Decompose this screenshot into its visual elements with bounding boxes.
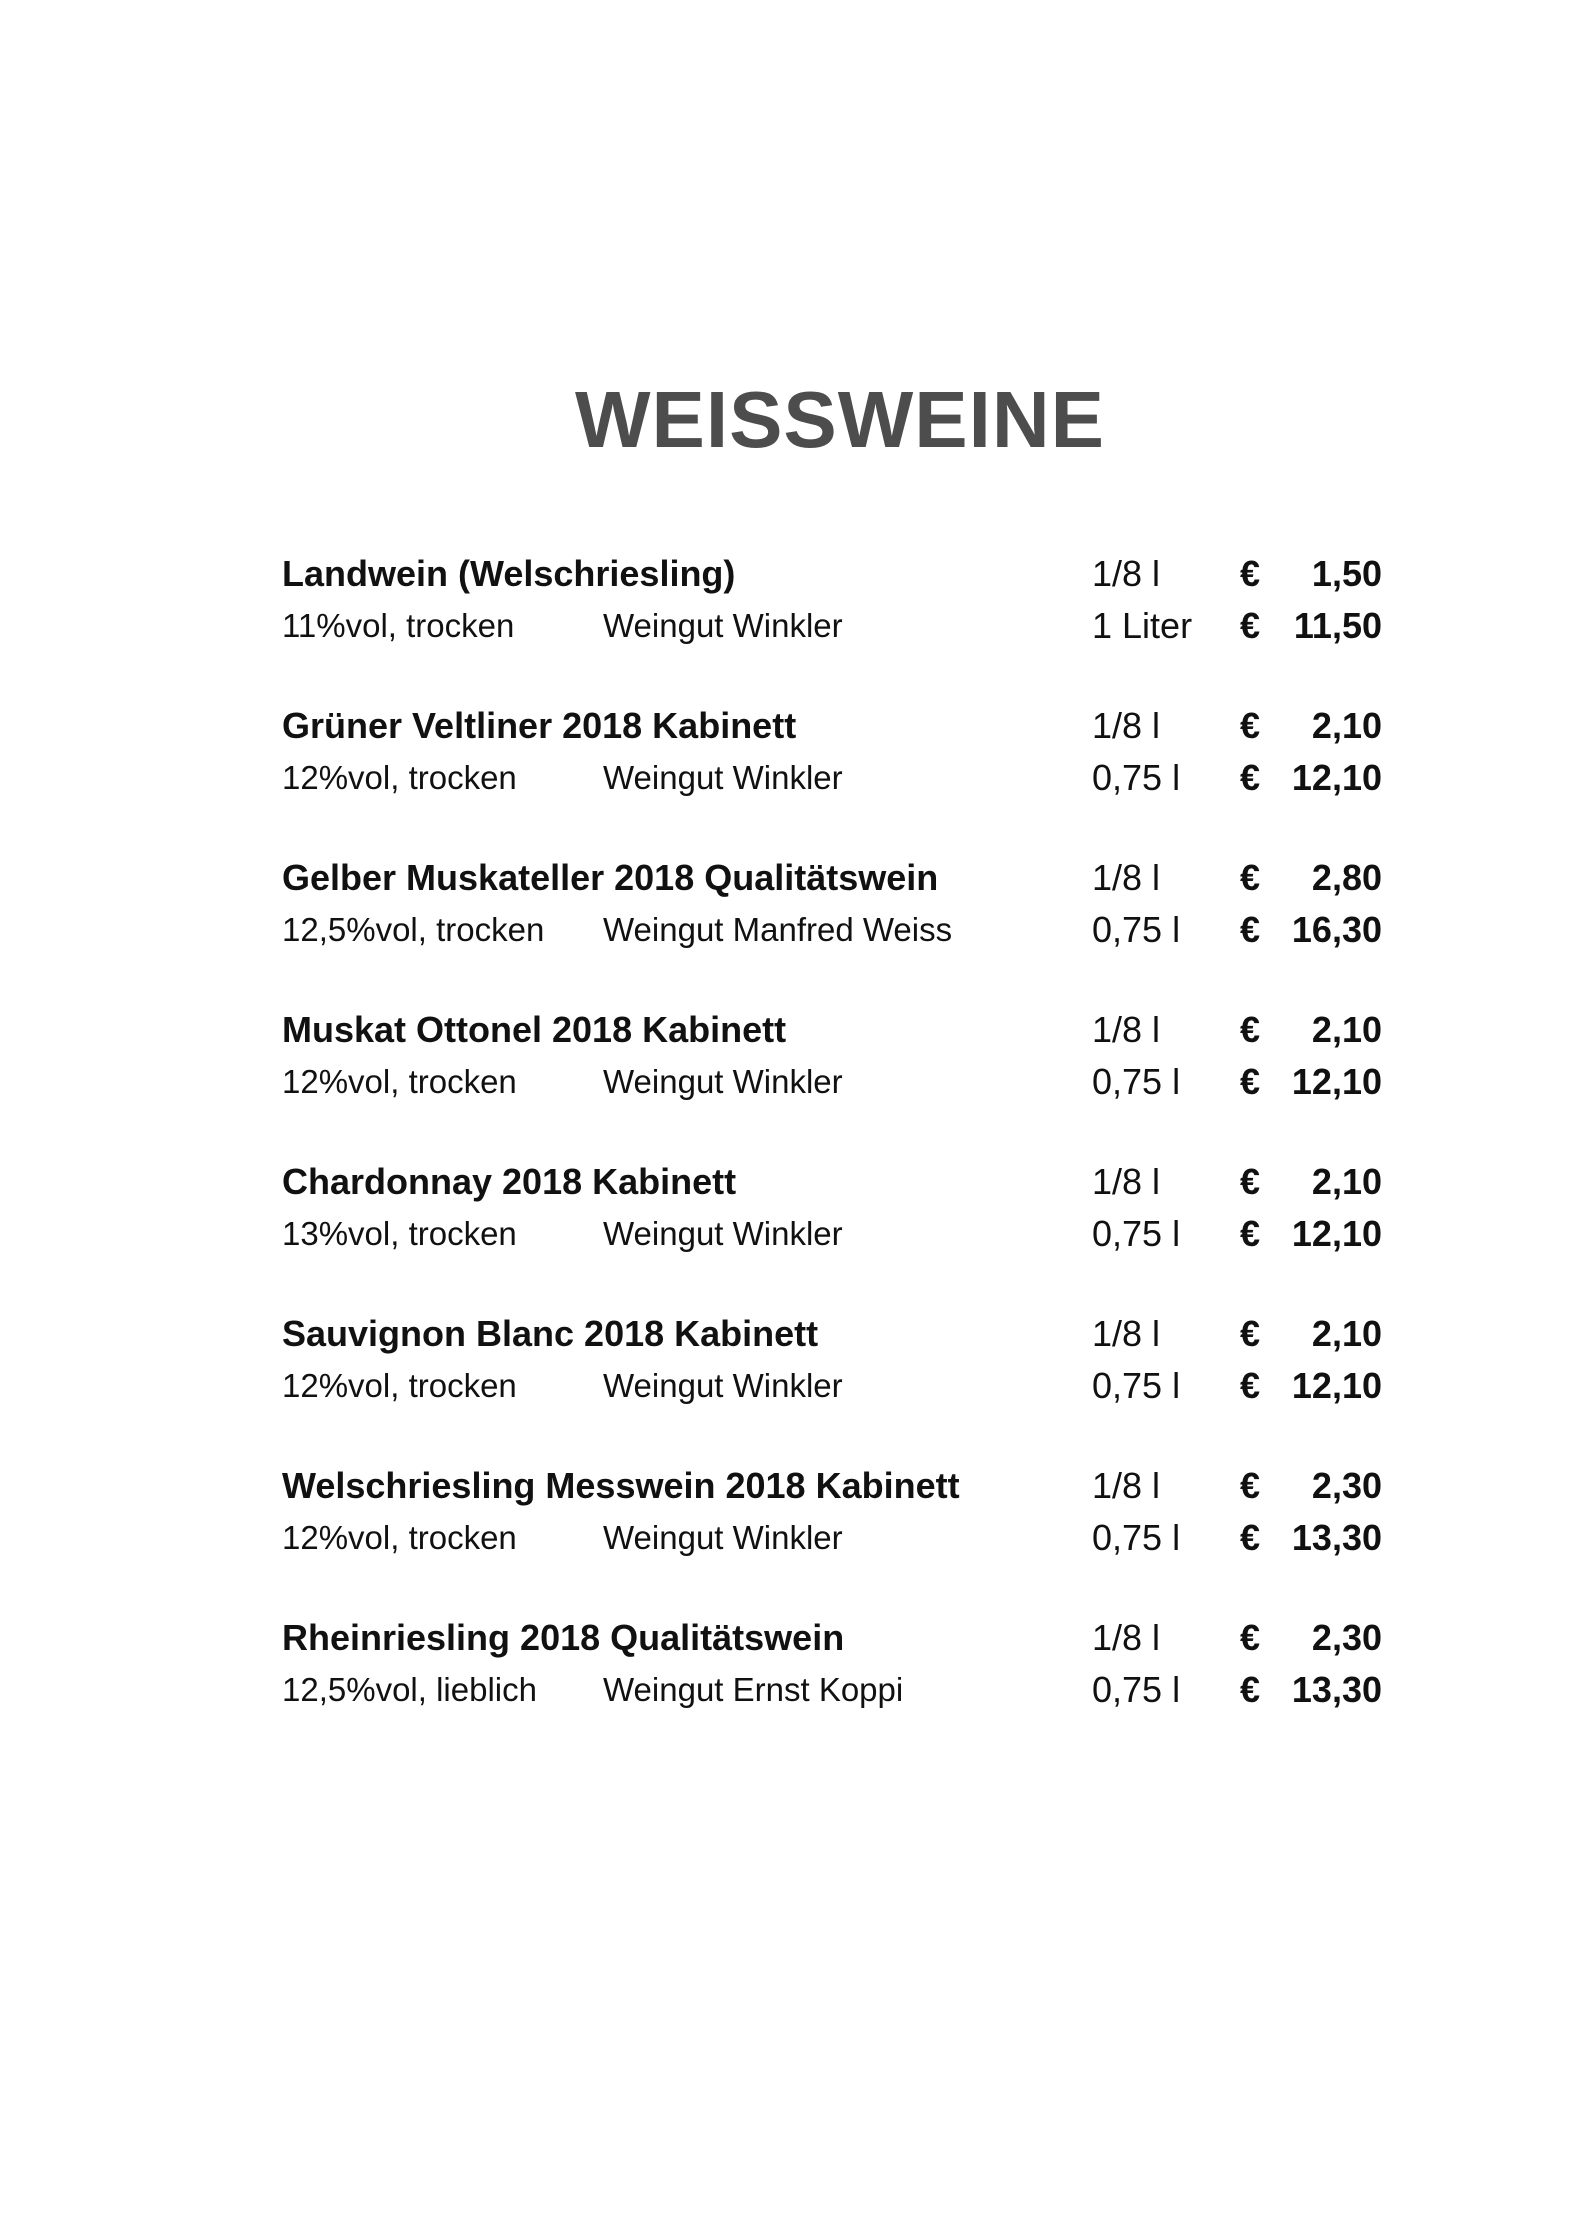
bottle-price: 12,10 [1291,757,1382,798]
currency-symbol: € [1240,1517,1261,1558]
wine-bottle-row [282,1512,1382,1564]
wine-specs: 12,5%vol, trocken [282,911,545,948]
glass-price: 2,30 [1311,1617,1382,1658]
page-title: WEISSWEINE [574,374,1106,464]
wine-bottle-row [282,752,1382,804]
currency-symbol: € [1240,757,1261,798]
wine-name: Rheinriesling 2018 Qualitätswein [282,1617,845,1658]
currency-symbol: € [1240,1161,1261,1202]
glass-price: 2,10 [1311,1161,1382,1202]
wine-bottle-row [282,904,1382,956]
wine-bottle-row [282,1208,1382,1260]
wine-producer: Weingut Winkler [603,1063,843,1100]
wine-producer: Weingut Manfred Weiss [603,911,953,948]
wine-specs: 13%vol, trocken [282,1215,517,1252]
bottle-size: 0,75 l [1092,909,1181,950]
wine-glass-row [282,1308,1382,1360]
bottle-size: 1 Liter [1092,605,1193,646]
currency-symbol: € [1240,909,1261,950]
bottle-size: 0,75 l [1092,757,1181,798]
glass-size: 1/8 l [1092,1617,1161,1658]
currency-symbol: € [1240,1313,1261,1354]
currency-symbol: € [1240,1669,1261,1710]
glass-size: 1/8 l [1092,1161,1161,1202]
currency-symbol: € [1240,1009,1261,1050]
bottle-price: 12,10 [1291,1365,1382,1406]
wine-producer: Weingut Ernst Koppi [603,1671,904,1708]
currency-symbol: € [1240,605,1261,646]
currency-symbol: € [1240,1617,1261,1658]
wine-producer: Weingut Winkler [603,1367,843,1404]
wine-name: Grüner Veltliner 2018 Kabinett [282,705,797,746]
wine-glass-row [282,852,1382,904]
bottle-size: 0,75 l [1092,1061,1181,1102]
wine-bottle-row [282,1056,1382,1108]
bottle-price: 13,30 [1291,1517,1382,1558]
wine-name: Chardonnay 2018 Kabinett [282,1161,737,1202]
glass-size: 1/8 l [1092,1009,1161,1050]
wine-name: Sauvignon Blanc 2018 Kabinett [282,1313,819,1354]
wine-bottle-row [282,600,1382,652]
currency-symbol: € [1240,1365,1261,1406]
currency-symbol: € [1240,705,1261,746]
glass-size: 1/8 l [1092,1313,1161,1354]
wine-bottle-row [282,1360,1382,1412]
bottle-size: 0,75 l [1092,1517,1181,1558]
glass-price: 1,50 [1311,553,1382,594]
wine-specs: 12%vol, trocken [282,1519,517,1556]
wine-name: Muskat Ottonel 2018 Kabinett [282,1009,787,1050]
glass-size: 1/8 l [1092,705,1161,746]
wine-glass-row [282,548,1382,600]
wine-item [282,700,1382,852]
glass-size: 1/8 l [1092,1465,1161,1506]
wine-name: Gelber Muskateller 2018 Qualitätswein [282,857,939,898]
glass-price: 2,10 [1311,1313,1382,1354]
wine-item [282,1004,1382,1156]
bottle-price: 13,30 [1291,1669,1382,1710]
glass-price: 2,30 [1311,1465,1382,1506]
wine-producer: Weingut Winkler [603,1519,843,1556]
currency-symbol: € [1240,553,1261,594]
bottle-price: 12,10 [1291,1061,1382,1102]
wine-item [282,1156,1382,1308]
wine-producer: Weingut Winkler [603,607,843,644]
currency-symbol: € [1240,1061,1261,1102]
bottle-price: 11,50 [1293,605,1382,646]
bottle-price: 16,30 [1291,909,1382,950]
wine-specs: 12%vol, trocken [282,1367,517,1404]
wine-specs: 12%vol, trocken [282,1063,517,1100]
wine-name: Welschriesling Messwein 2018 Kabinett [282,1465,960,1506]
wine-specs: 12%vol, trocken [282,759,517,796]
wine-item [282,852,1382,1004]
wine-bottle-row [282,1664,1382,1716]
wine-item [282,1612,1382,1764]
glass-price: 2,10 [1311,1009,1382,1050]
glass-price: 2,10 [1311,705,1382,746]
wine-name: Landwein (Welschriesling) [282,553,736,594]
currency-symbol: € [1240,857,1261,898]
wine-glass-row [282,1612,1382,1664]
glass-size: 1/8 l [1092,857,1161,898]
wine-producer: Weingut Winkler [603,759,843,796]
bottle-size: 0,75 l [1092,1365,1181,1406]
wine-specs: 12,5%vol, lieblich [282,1671,537,1708]
wine-list [282,548,1382,1764]
wine-item [282,1308,1382,1460]
wine-glass-row [282,1004,1382,1056]
wine-glass-row [282,1460,1382,1512]
glass-size: 1/8 l [1092,553,1161,594]
wine-specs: 11%vol, trocken [282,607,515,644]
wine-producer: Weingut Winkler [603,1215,843,1252]
currency-symbol: € [1240,1213,1261,1254]
wine-item [282,1460,1382,1612]
bottle-size: 0,75 l [1092,1213,1181,1254]
glass-price: 2,80 [1311,857,1382,898]
bottle-price: 12,10 [1291,1213,1382,1254]
bottle-size: 0,75 l [1092,1669,1181,1710]
wine-glass-row [282,1156,1382,1208]
wine-item [282,548,1382,700]
wine-glass-row [282,700,1382,752]
currency-symbol: € [1240,1465,1261,1506]
